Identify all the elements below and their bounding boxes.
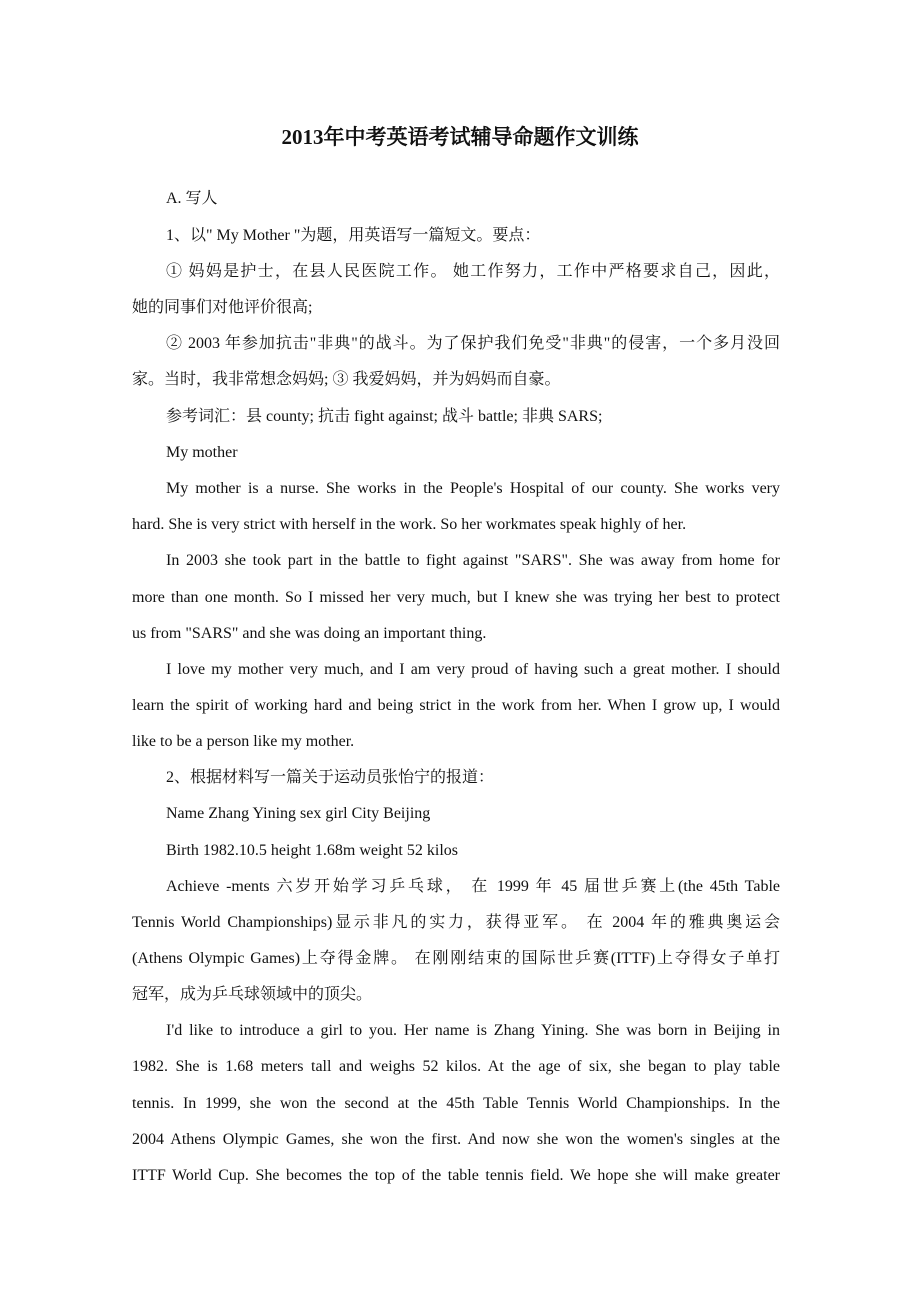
text-line: In 2003 she took part in the battle to fight against "SARS". She was away from home for <box>166 552 780 569</box>
text-line: ② 2003 年参加抗击"非典"的战斗。为了保护我们免受"非典"的侵害，一个多月没回 <box>166 335 780 352</box>
text-line: hard. She is very strict with herself in the work. So her workmates speak highly of her. <box>132 516 687 533</box>
text-line: learn the spirit of working hard and being strict in the work from her. When I grow up, I would <box>132 697 780 714</box>
text-line: 冠军，成为乒乓球领域中的顶尖。 <box>132 986 373 1003</box>
document-title: 2013年中考英语考试辅导命题作文训练 <box>281 125 639 149</box>
text-line: 1982. She is 1.68 meters tall and weighs 52 kilos. At the age of six, she began to play table <box>132 1058 780 1075</box>
text-line: more than one month. So I missed her very much, but I knew she was trying her best to protect <box>132 589 780 606</box>
essay-title: My mother <box>166 444 238 461</box>
text-line: I love my mother very much, and I am very proud of having such a great mother. I should <box>166 661 780 678</box>
info-line: Name Zhang Yining sex girl City Beijing <box>166 805 431 822</box>
text-line: tennis. In 1999, she won the second at the 45th Table Tennis World Championships. In the <box>132 1095 780 1112</box>
text-line: I'd like to introduce a girl to you. Her name is Zhang Yining. She was born in Beijing in <box>166 1022 780 1039</box>
info-line: Birth 1982.10.5 height 1.68m weight 52 kilos <box>166 842 458 859</box>
text-line: My mother is a nurse. She works in the People's Hospital of our county. She works very <box>166 480 780 497</box>
text-line: 她的同事们对他评价很高; <box>132 299 313 316</box>
section-heading: A. 写人 <box>166 190 218 207</box>
text-line: ITTF World Cup. She becomes the top of the table tennis field. We hope she will make greater <box>132 1167 780 1184</box>
text-line: Tennis World Championships)显示非凡的实力，获得亚军。 在 2004 年的雅典奥运会 <box>132 914 780 931</box>
question-heading: 1、以" My Mother "为题，用英语写一篇短文。要点： <box>166 227 541 244</box>
text-line: (Athens Olympic Games)上夺得金牌。 在刚刚结束的国际世乒赛(ITTF)上夺得女子单打 <box>132 950 780 967</box>
text-line: us from "SARS" and she was doing an important thing. <box>132 625 487 642</box>
text-line: 家。当时，我非常想念妈妈; ③ 我爱妈妈，并为妈妈而自豪。 <box>132 371 561 388</box>
vocabulary-line: 参考词汇：县 county; 抗击 fight against; 战斗 battle; 非典 SARS; <box>166 408 603 425</box>
text-line: ① 妈妈是护士，在县人民医院工作。 她工作努力，工作中严格要求自己，因此， <box>166 263 780 280</box>
text-line: 2004 Athens Olympic Games, she won the first. And now she won the women's singles at the <box>132 1131 780 1148</box>
text-line: Achieve -ments 六岁开始学习乒乓球， 在 1999 年 45 届世乒赛上(the 45th Table <box>166 878 780 895</box>
text-line: like to be a person like my mother. <box>132 733 355 750</box>
question-heading: 2、根据材料写一篇关于运动员张怡宁的报道： <box>166 769 495 786</box>
